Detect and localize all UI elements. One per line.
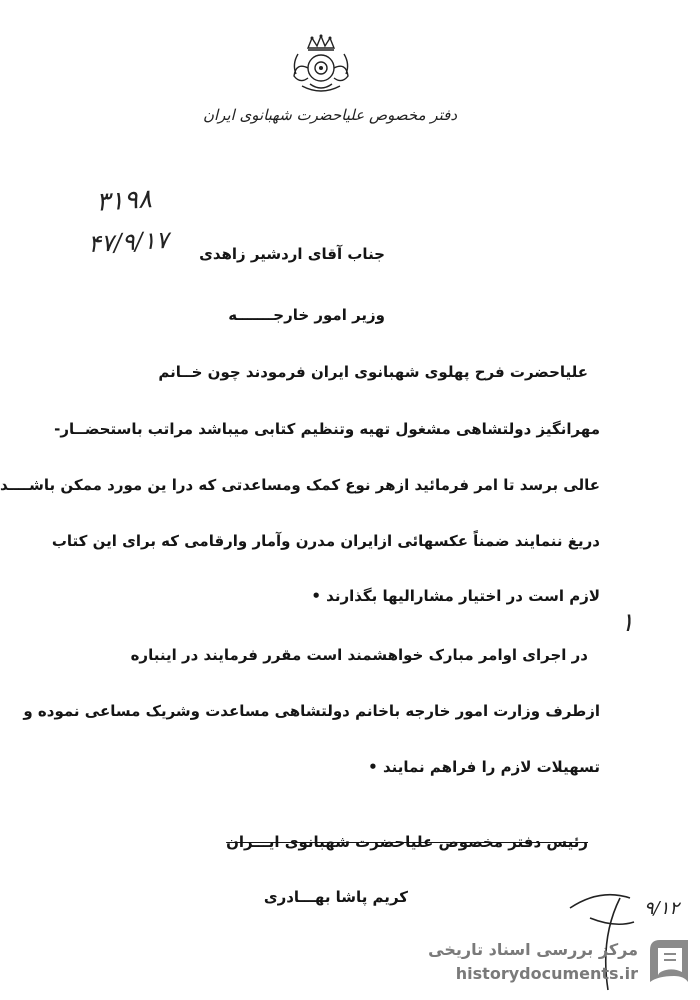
body-line: عالی برسد تا امر فرمائید ازهر نوع کمک ومساعدتی که درا ین مورد ممکن باشــــد — [0, 476, 600, 494]
watermark-url: historydocuments.ir — [455, 964, 638, 983]
body-line: تسهیلات لازم را فراهم نمایند • — [368, 758, 600, 776]
pahlavi-crown-emblem-icon — [286, 34, 356, 92]
signature-title — [226, 833, 588, 851]
signature-title-text: رئیس دفتر مخصوص علیاحضرت شهبانوی ایـــران — [226, 833, 588, 851]
recipient-name: جناب آقای اردشیر زاهدی — [199, 245, 385, 263]
body-line: علیاحضرت فرح پهلوی شهبانوی ایران فرمودند چون خــانم — [158, 363, 588, 381]
archive-logo-icon — [644, 936, 694, 988]
body-line: دریغ ننمایند ضمناً عکسهائی ازایران مدرن وآمار وارقامی که برای این کتاب — [51, 532, 600, 550]
body-line: مهرانگیز دولتشاهی مشغول تهیه وتنظیم کتابی میباشد مراتب باستحضــار- — [54, 420, 600, 438]
body-line: ازطرف وزارت امور خارجه باخانم دولتشاهی مساعدت وشریک مساعی نموده و — [23, 702, 600, 720]
signature-name: کریم پاشا بهـــادری — [263, 888, 408, 906]
archive-watermark — [408, 934, 698, 994]
initial-date: ۹/۱۲ — [644, 898, 680, 919]
body-line: لازم است در اختیار مشارالیها بگذارند • — [311, 587, 600, 605]
watermark-name: مرکز بررسی اسناد تاریخی — [428, 940, 638, 959]
recipient-title: وزیر امور خارجـــــــه — [228, 306, 385, 324]
letterhead-office-name: دفتر مخصوص علیاحضرت شهبانوی ایران — [202, 106, 458, 124]
reference-date: ۴۷/۹/۱۷ — [87, 225, 170, 259]
reference-number: ۳۱۹۸ — [95, 184, 153, 218]
margin-note: ۱ — [620, 608, 634, 638]
body-line: در اجرای اوامر مبارک خواهشمند است مقرر فرمایند در اینباره — [130, 646, 588, 664]
